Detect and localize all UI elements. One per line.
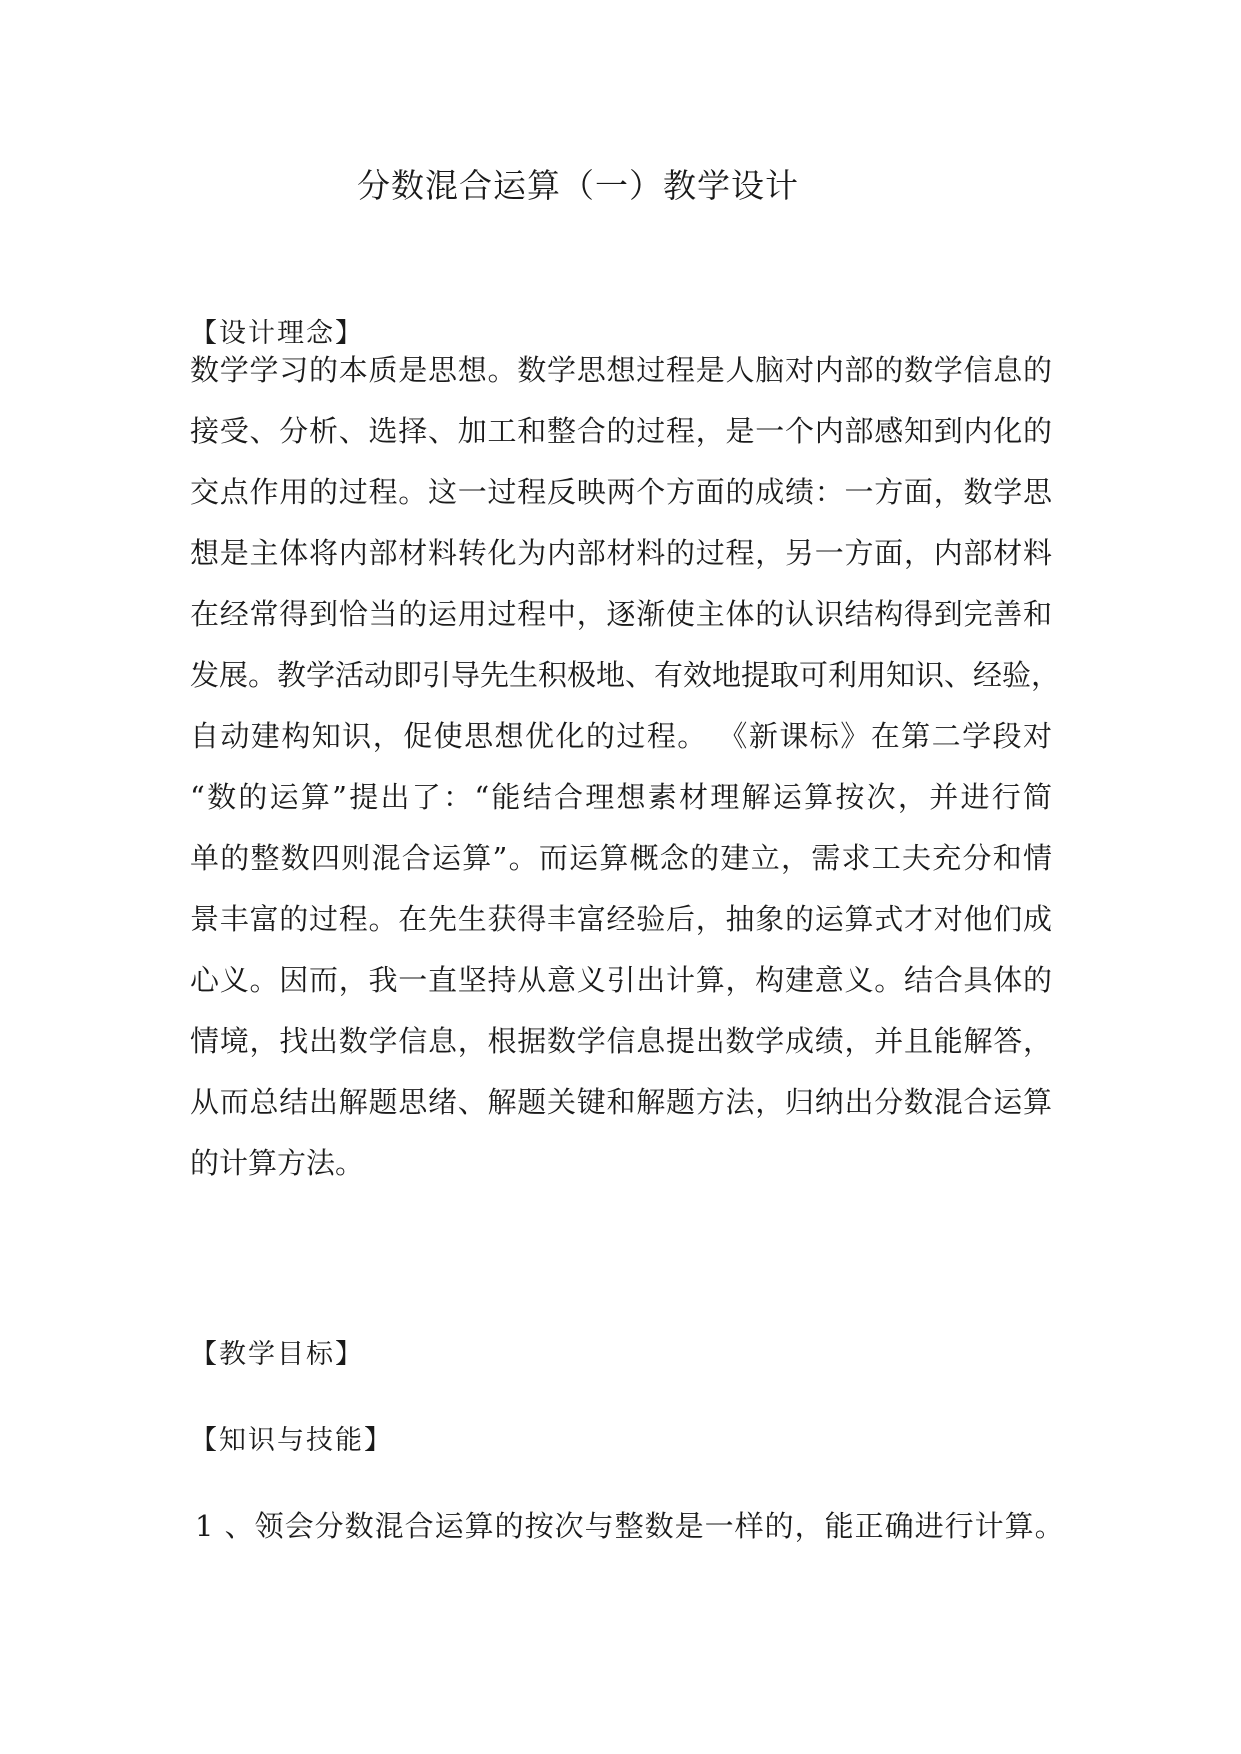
skill-item-1: 1 、领会分数混合运算的按次与整数是一样的，能正确进行计算。: [195, 1509, 1065, 1543]
paragraph-line: 景丰富的过程。在先生获得丰富经验后，抽象的运算式才对他们成: [190, 902, 1052, 936]
section-heading-teaching-goals: 【教学目标】: [190, 1339, 364, 1370]
section-heading-design-concept: 【设计理念】: [190, 318, 364, 349]
paragraph-line: 想是主体将内部材料转化为内部材料的过程，另一方面，内部材料: [190, 536, 1052, 570]
paragraph-line: “数的运算”提出了：“能结合理想素材理解运算按次，并进行简: [190, 780, 1052, 814]
paragraph-line: 的计算方法。: [190, 1146, 365, 1180]
paragraph-line: 数学学习的本质是思想。数学思想过程是人脑对内部的数学信息的: [190, 353, 1052, 387]
paragraph-line: 发展。教学活动即引导先生积极地、有效地提取可利用知识、经验，: [190, 658, 1061, 692]
paragraph-line: 交点作用的过程。这一过程反映两个方面的成绩：一方面，数学思: [190, 475, 1052, 509]
paragraph-line: 单的整数四则混合运算”。而运算概念的建立，需求工夫充分和情: [190, 841, 1052, 875]
paragraph-line: 接受、分析、选择、加工和整合的过程，是一个内部感知到内化的: [190, 414, 1052, 448]
paragraph-line: 在经常得到恰当的运用过程中，逐渐使主体的认识结构得到完善和: [190, 597, 1052, 631]
paragraph-line: 从而总结出解题思绪、解题关键和解题方法，归纳出分数混合运算: [190, 1085, 1052, 1119]
paragraph-line: 情境，找出数学信息，根据数学信息提出数学成绩，并且能解答，: [190, 1024, 1052, 1058]
paragraph-line: 心义。因而，我一直坚持从意义引出计算，构建意义。结合具体的: [190, 963, 1052, 997]
section-heading-knowledge-skills: 【知识与技能】: [190, 1425, 393, 1456]
document-title: 分数混合运算（一）教学设计: [357, 166, 799, 205]
paragraph-line: 自动建构知识，促使思想优化的过程。 《新课标》在第二学段对: [190, 719, 1052, 753]
